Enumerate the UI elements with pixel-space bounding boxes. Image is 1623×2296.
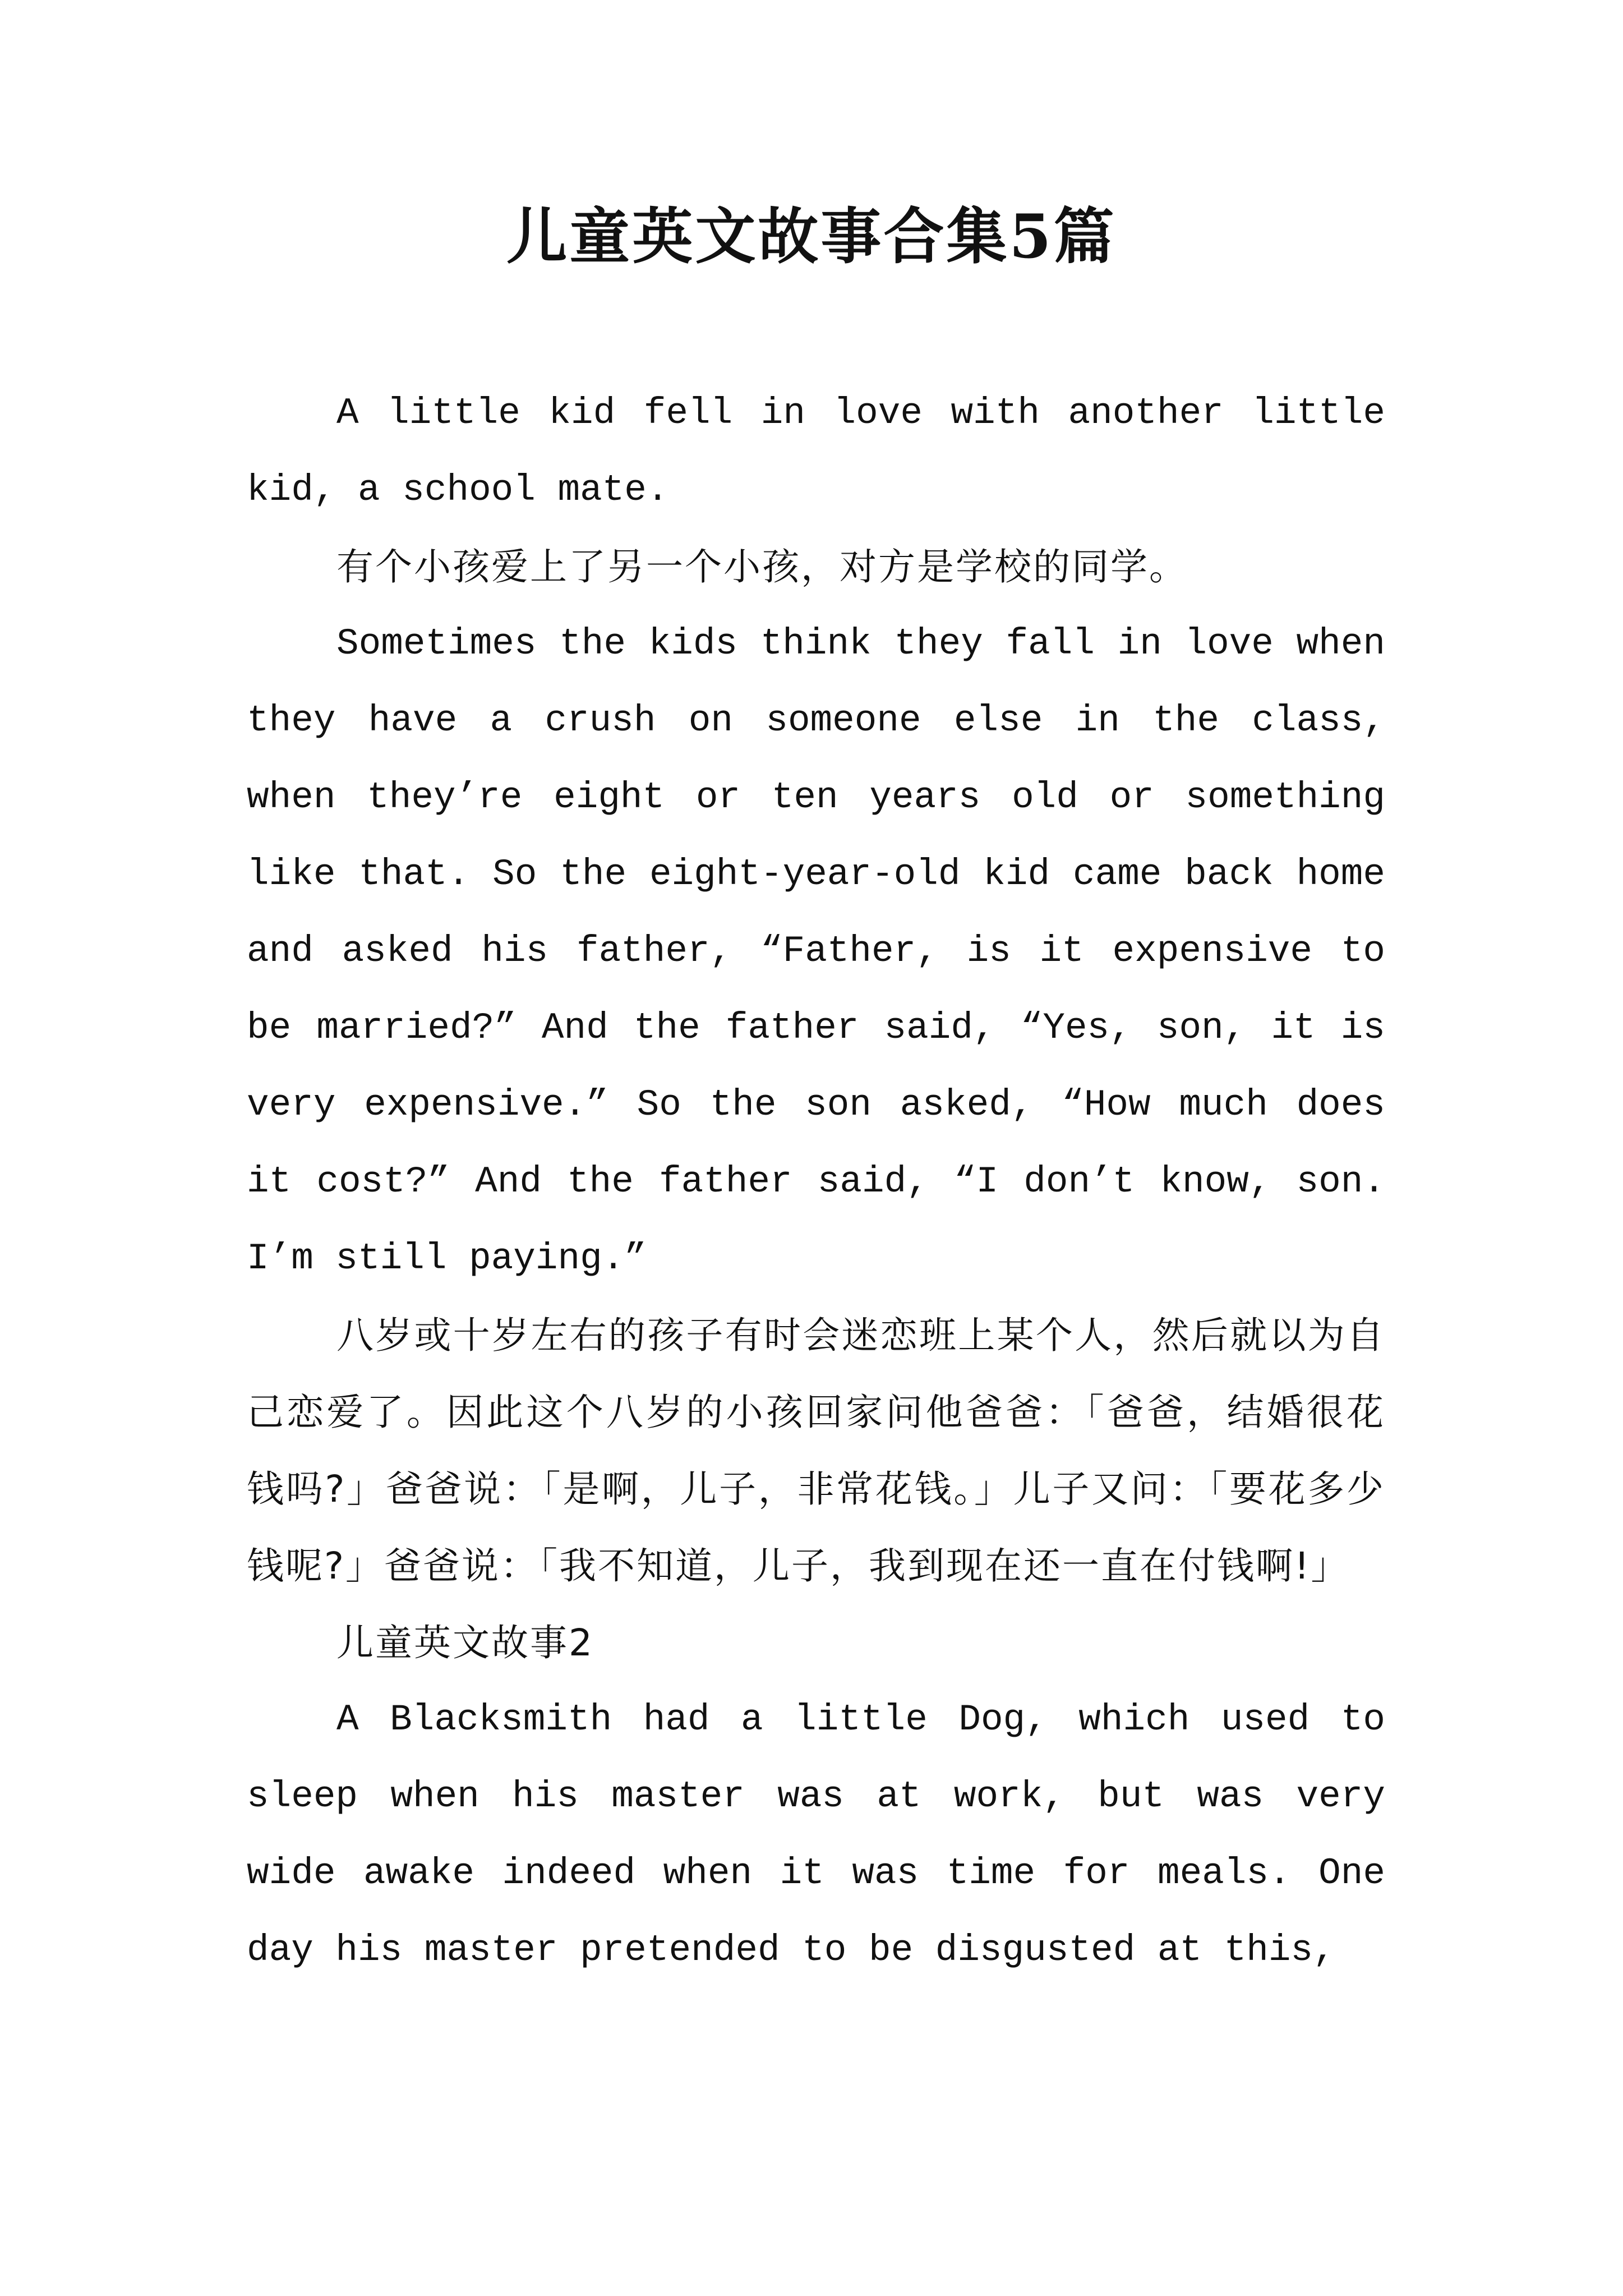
story-1-chinese-intro: 有个小孩爱上了另一个小孩，对方是学校的同学。 xyxy=(336,545,1188,588)
document-body xyxy=(247,375,1385,1989)
story-2-english-body: A Blacksmith had a little Dog, which used to sleep when his master was at work, but was very wide awake indeed when it was time for meals. One day his master pretended to be disgusted at this, xyxy=(247,1699,1385,1971)
story-1-chinese-body: 八岁或十岁左右的孩子有时会迷恋班上某个人，然后就以为自己恋爱了。因此这个八岁的小孩回家问他爸爸：「爸爸，结婚很花钱吗?」爸爸说：「是啊，儿子，非常花钱。」儿子又问：「要花多少钱呢?」爸爸说：「我不知道，儿子，我到现在还一直在付钱啊!」 xyxy=(247,1314,1385,1588)
document-title: 儿童英文故事合集5篇 xyxy=(506,201,1117,272)
story-1-english-body: Sometimes the kids think they fall in love when they have a crush on someone else in the class, when they’re eight or ten years old or something like that. So the eight-year-old kid came back home and asked his father, “Father, is it expensive to be married?” And the father said, “Yes, son, it is very expensive.” So the son asked, “How much does it cost?” And the father said, “I don’t know, son. I’m still paying.” xyxy=(247,623,1385,1280)
story-1-english-intro: A little kid fell in love with another little kid, a school mate. xyxy=(247,392,1385,511)
story-2-heading: 儿童英文故事2 xyxy=(336,1621,594,1664)
